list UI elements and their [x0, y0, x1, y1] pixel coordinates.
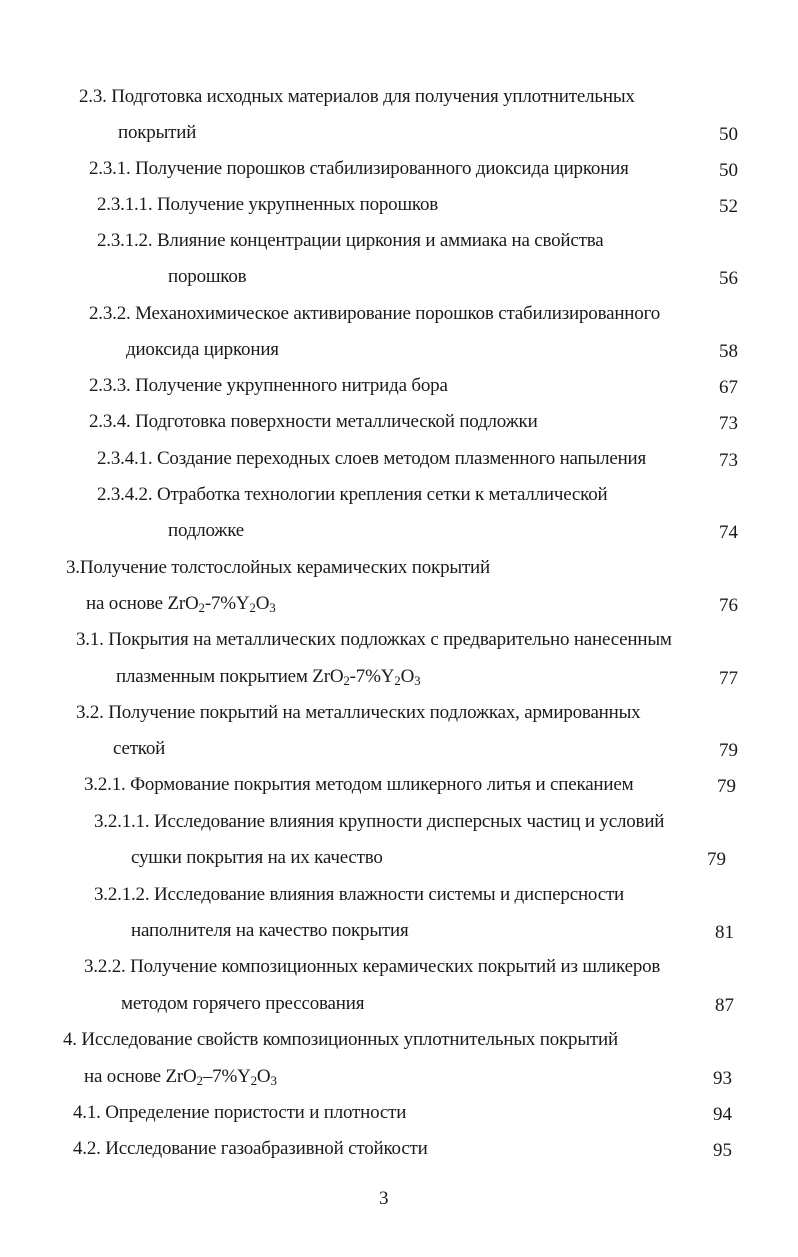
toc-entry-2-3-4-1: 2.3.4.1. Создание переходных слоев методом плазменного напыления: [97, 448, 647, 469]
toc-entry-2-3-1-1: 2.3.1.1. Получение укрупненных порошков: [97, 194, 439, 215]
toc-entry-3-2-1-2-line1: 3.2.1.2. Исследование влияния влажности системы и дисперсности: [94, 884, 625, 905]
toc-page-number: 79: [707, 849, 726, 870]
toc-page-number: 76: [719, 595, 738, 616]
toc-entry-4-2: 4.2. Исследование газоабразивной стойкости: [73, 1138, 428, 1159]
toc-entry-2-3-3: 2.3.3. Получение укрупненного нитрида бора: [89, 375, 448, 396]
toc-page-number: 77: [719, 668, 738, 689]
toc-entry-3-2-line2: сеткой: [113, 738, 166, 759]
toc-page-number: 67: [719, 377, 738, 398]
page-number: 3: [379, 1188, 389, 1209]
toc-page-number: 50: [719, 160, 738, 181]
toc-entry-2-3-4-2-line1: 2.3.4.2. Отработка технологии крепления сетки к металлической: [97, 484, 608, 505]
toc-page-number: 93: [713, 1068, 732, 1089]
toc-entry-4-line2: на основе $ZrO_2-7\%Y_2O_3$: [84, 1066, 277, 1088]
toc-page-number: 74: [719, 522, 738, 543]
toc-entry-3-line2: на основе $ZrO_2-7\%Y_2O_3$: [86, 593, 276, 615]
toc-entry-3-2-2-line2: методом горячего прессования: [121, 993, 365, 1014]
toc-page-number: 94: [713, 1104, 732, 1125]
toc-page-number: 73: [719, 413, 738, 434]
toc-entry-4-line1: 4. Исследование свойств композиционных уплотнительных покрытий: [63, 1029, 618, 1050]
toc-page-number: 52: [719, 196, 738, 217]
toc-page-number: 73: [719, 450, 738, 471]
toc-entry-3-2-1-1-line1: 3.2.1.1. Исследование влияния крупности дисперсных частиц и условий: [94, 811, 665, 832]
toc-page-number: 95: [713, 1140, 732, 1161]
toc-entry-3-2-1: 3.2.1. Формование покрытия методом шликерного литья и спеканием: [84, 774, 634, 795]
toc-page-number: 58: [719, 341, 738, 362]
toc-entry-3-line1: 3.Получение толстослойных керамических покрытий: [66, 557, 490, 578]
toc-entry-2-3-2-line1: 2.3.2. Механохимическое активирование порошков стабилизированного: [89, 303, 660, 324]
toc-page-number: 87: [715, 995, 734, 1016]
toc-entry-2-3-line2: покрытий: [118, 122, 197, 143]
toc-entry-3-1-line2: плазменным покрытием $ZrO_2-7\%Y_2O_3$: [116, 666, 421, 688]
toc-entry-2-3-2-line2: диоксида циркония: [126, 339, 279, 360]
toc-entry-3-2-line1: 3.2. Получение покрытий на металлических подложках, армированных: [76, 702, 641, 723]
toc-entry-2-3-4: 2.3.4. Подготовка поверхности металлической подложки: [89, 411, 538, 432]
toc-entry-3-2-2-line1: 3.2.2. Получение композиционных керамических покрытий из шликеров: [84, 956, 661, 977]
toc-entry-4-1: 4.1. Определение пористости и плотности: [73, 1102, 407, 1123]
toc-entry-2-3-1-2-line1: 2.3.1.2. Влияние концентрации циркония и аммиака на свойства: [97, 230, 604, 251]
toc-entry-3-1-line1: 3.1. Покрытия на металлических подложках с предварительно нанесенным: [76, 629, 672, 650]
toc-entry-3-2-1-1-line2: сушки покрытия на их качество: [131, 847, 383, 868]
toc-entry-3-2-1-2-line2: наполнителя на качество покрытия: [131, 920, 409, 941]
toc-page-number: 79: [717, 776, 736, 797]
toc-page-number: 79: [719, 740, 738, 761]
toc-page-number: 81: [715, 922, 734, 943]
toc-entry-2-3-1: 2.3.1. Получение порошков стабилизированного диоксида циркония: [89, 158, 629, 179]
toc-entry-2-3-line1: 2.3. Подготовка исходных материалов для получения уплотнительных: [79, 86, 635, 107]
toc-entry-2-3-1-2-line2: порошков: [168, 266, 247, 287]
toc-page-number: 50: [719, 124, 738, 145]
toc-page-number: 56: [719, 268, 738, 289]
toc-entry-2-3-4-2-line2: подложке: [168, 520, 245, 541]
